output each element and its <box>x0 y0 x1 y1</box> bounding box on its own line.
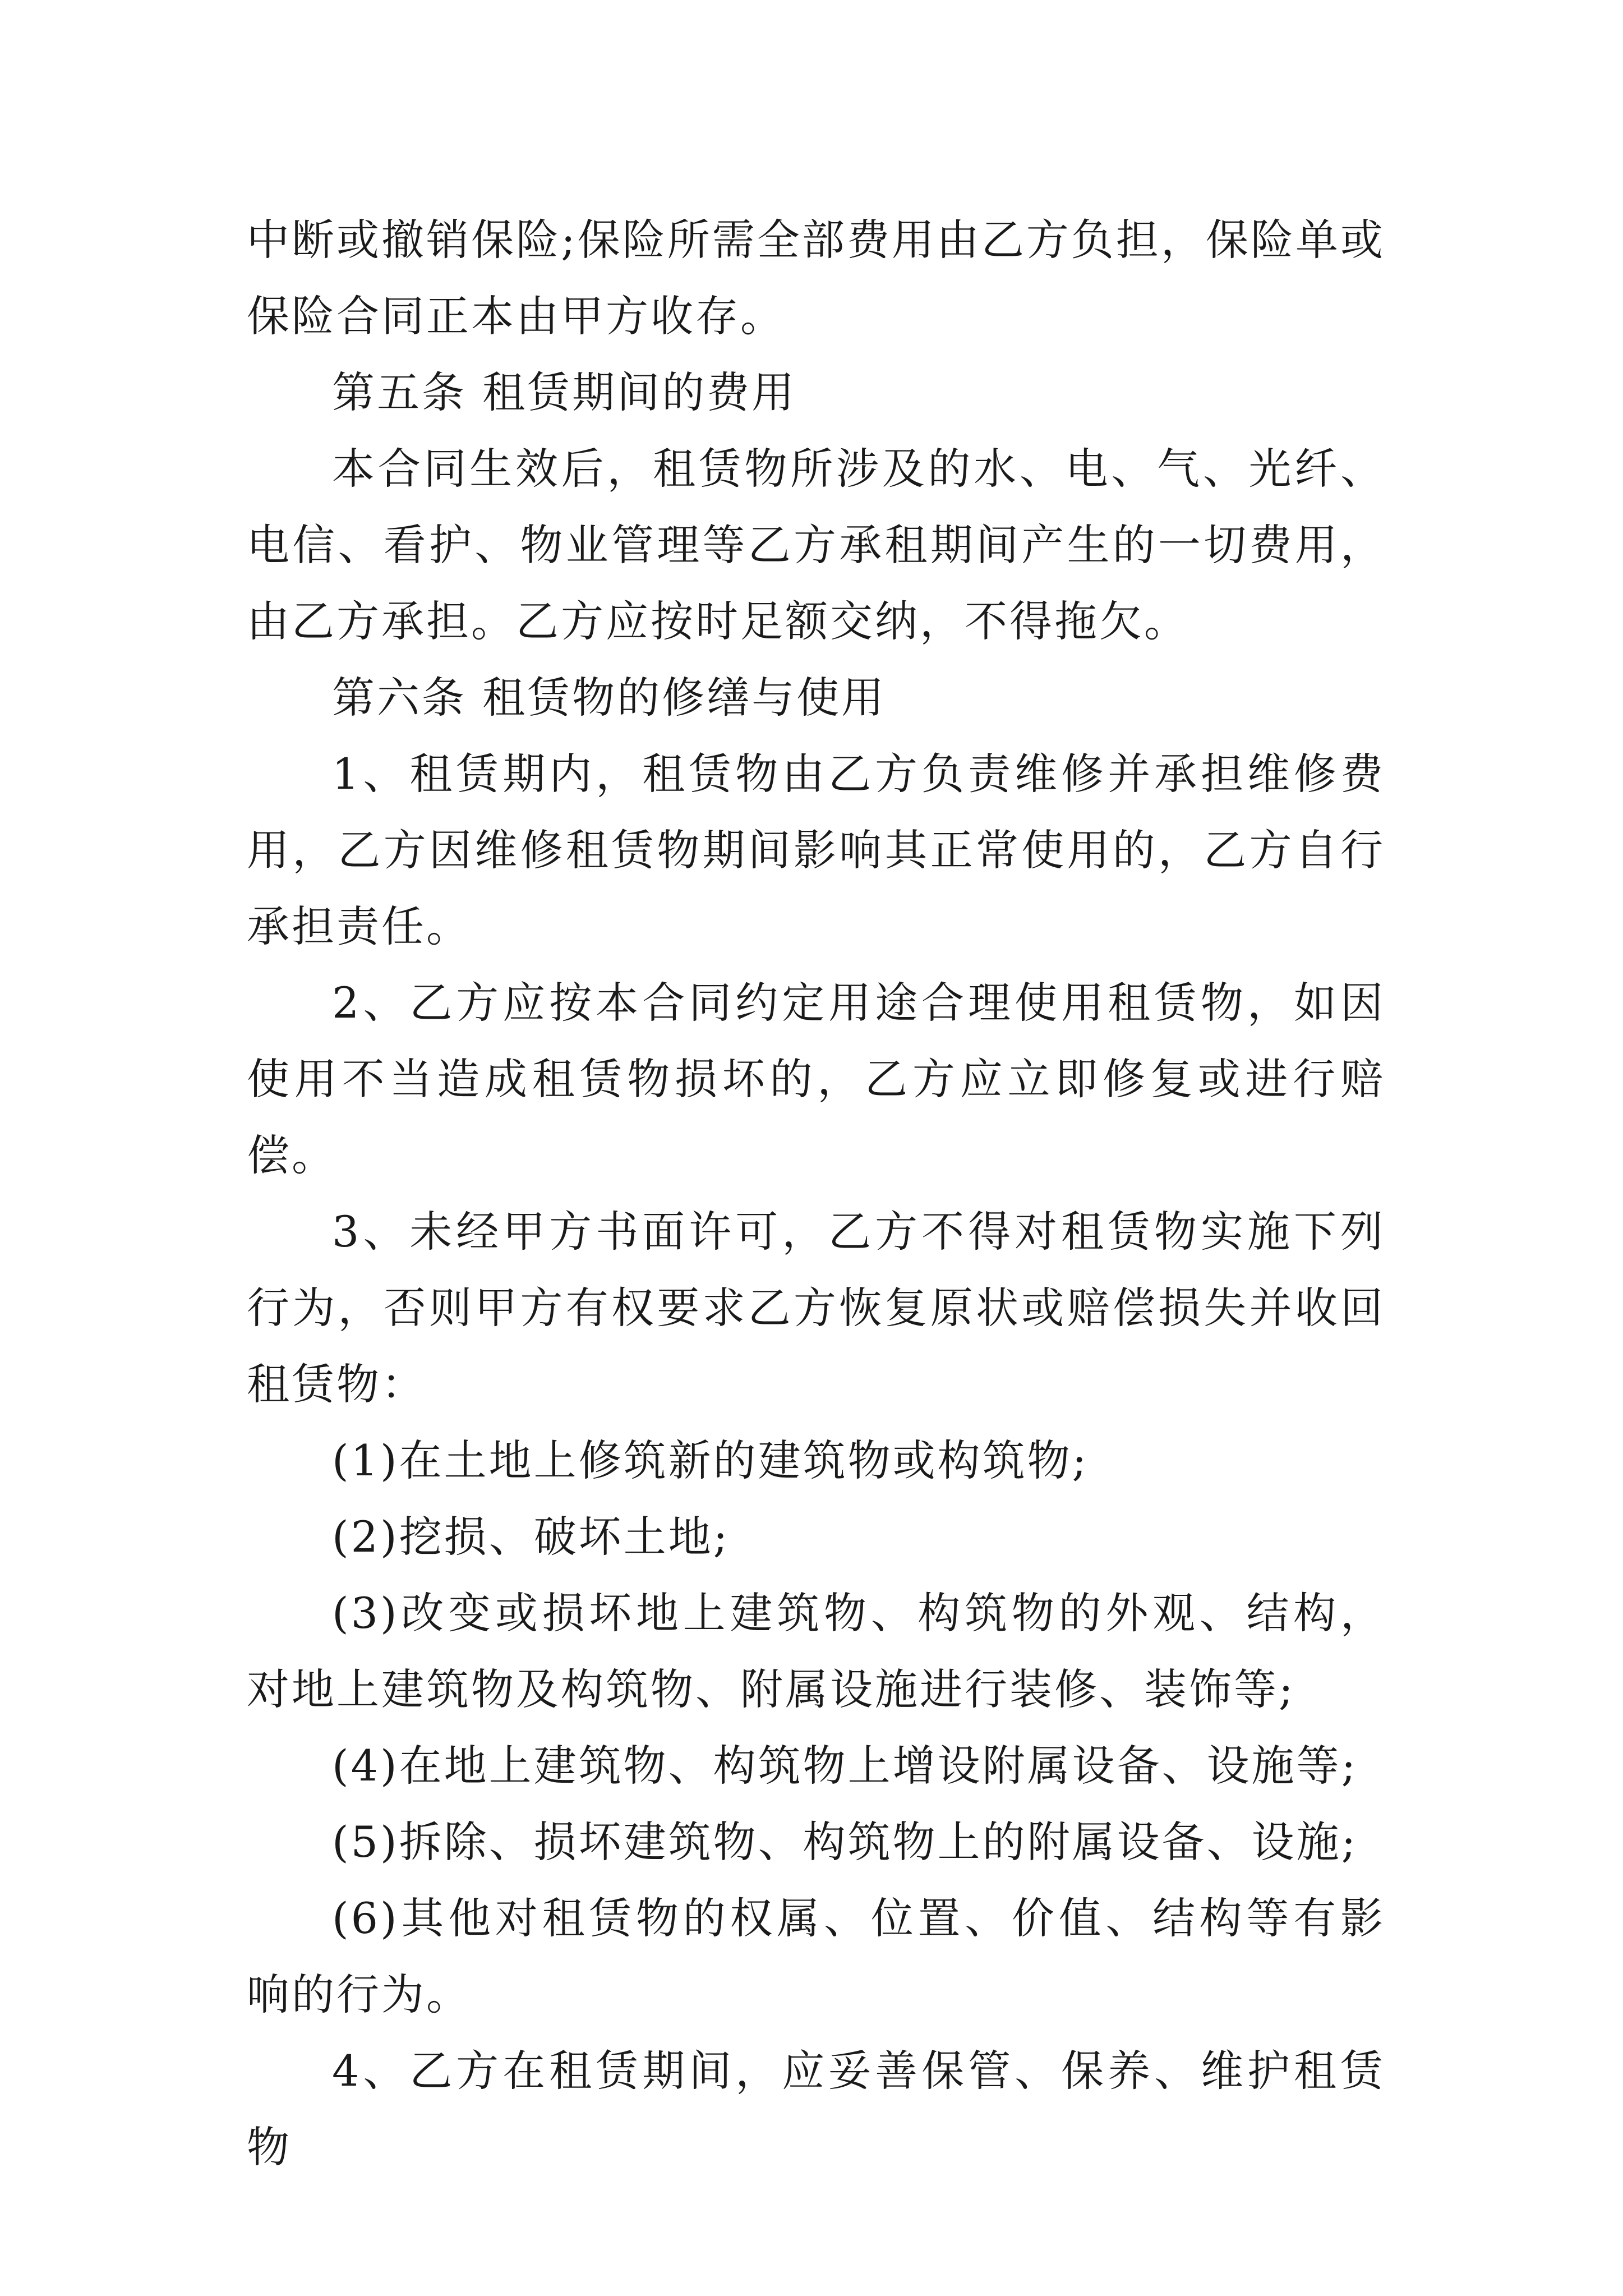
clause-3-item-2: (2)挖损、破坏土地; <box>332 1512 730 1562</box>
paragraph-insurance-continued: 中断或撤销保险;保险所需全部费用由乙方负担，保险单或保险合同正本由甲方收存。 <box>247 215 1385 341</box>
clause-3-item-3: (3)改变或损坏地上建筑物、构筑物的外观、结构，对地上建筑物及构筑物、附属设施进行装修、装饰等; <box>247 1588 1385 1714</box>
clause-3-item-4: (4)在地上建筑物、构筑物上增设附属设备、设施等; <box>332 1741 1358 1791</box>
clause-3-item-5: (5)拆除、损坏建筑物、构筑物上的附属设备、设施; <box>332 1817 1358 1867</box>
article-5-body: 本合同生效后，租赁物所涉及的水、电、气、光纤、电信、看护、物业管理等乙方承租期间产生的一切费用，由乙方承担。乙方应按时足额交纳，不得拖欠。 <box>247 444 1385 646</box>
article-6-clause-3: 3、未经甲方书面许可，乙方不得对租赁物实施下列行为，否则甲方有权要求乙方恢复原状或赔偿损失并收回租赁物： <box>247 1207 1385 1409</box>
clause-3-item-1: (1)在土地上修筑新的建筑物或构筑物; <box>332 1435 1089 1485</box>
article-6-clause-4: 4、乙方在租赁期间，应妥善保管、保养、维护租赁物 <box>247 2046 1385 2172</box>
article-5-heading: 第五条 租赁期间的费用 <box>332 367 797 417</box>
clause-3-item-6: (6)其他对租赁物的权属、位置、价值、结构等有影响的行为。 <box>247 1893 1385 2019</box>
article-6-clause-2: 2、乙方应按本合同约定用途合理使用租赁物，如因使用不当造成租赁物损坏的，乙方应立即修复或进行赔偿。 <box>247 978 1385 1180</box>
article-6-heading: 第六条 租赁物的修缮与使用 <box>332 673 887 723</box>
document-body <box>247 202 1385 2185</box>
article-6-clause-1: 1、租赁期内，租赁物由乙方负责维修并承担维修费用，乙方因维修租赁物期间影响其正常使用的，乙方自行承担责任。 <box>247 749 1385 951</box>
